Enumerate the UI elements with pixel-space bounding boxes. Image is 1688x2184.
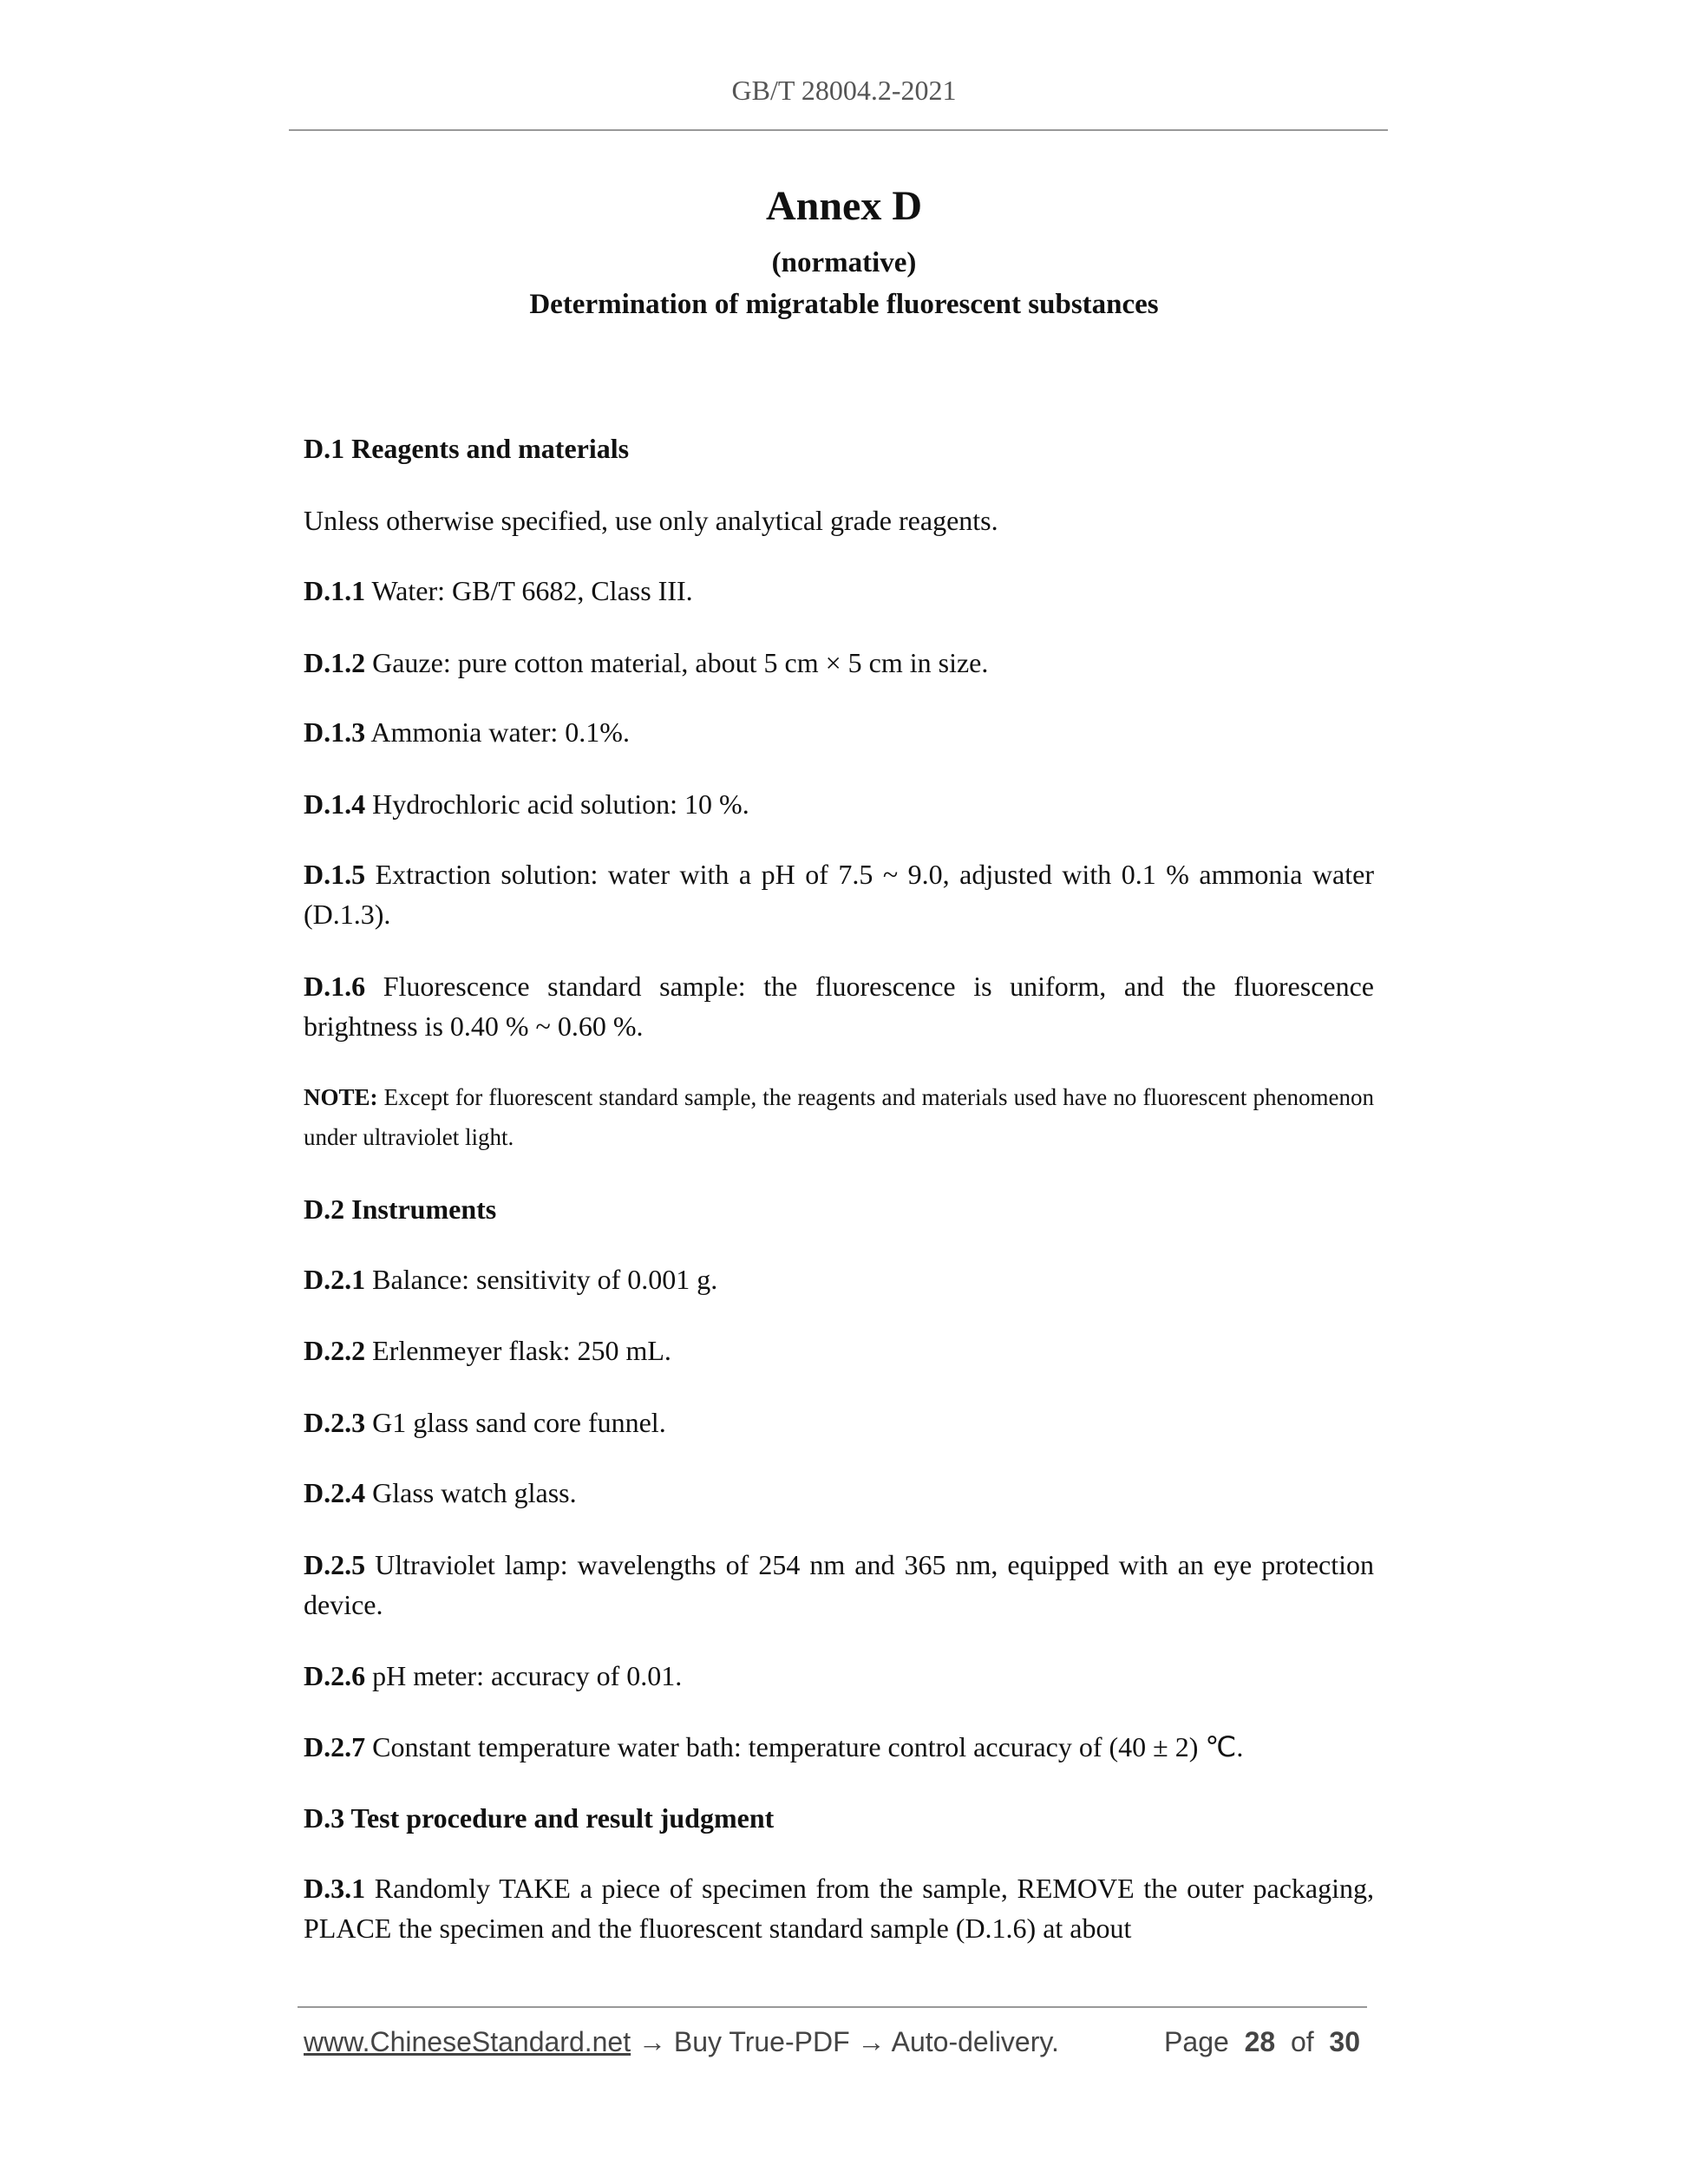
clause-paragraph <box>304 571 1374 611</box>
clause-number: D.3.1 <box>304 1873 366 1904</box>
clause-paragraph <box>304 1331 1374 1370</box>
clause-text: Erlenmeyer flask: 250 mL. <box>372 1335 671 1366</box>
clause-number: D.2.6 <box>304 1660 366 1691</box>
footer-promo <box>304 2026 1059 2058</box>
clause-paragraph <box>304 712 1374 752</box>
clause-text: Fluorescence standard sample: the fluorescence is uniform, and the fluorescence brightness is 0.40 % ~ 0.60 %. <box>304 971 1375 1042</box>
clause-paragraph <box>304 1656 1374 1696</box>
annex-subtitle: Determination of migratable fluorescent substances <box>529 289 1159 320</box>
clause-text: G1 glass sand core funnel. <box>372 1407 666 1438</box>
clause-paragraph <box>304 1727 1374 1767</box>
clause-text: Balance: sensitivity of 0.001 g. <box>372 1264 718 1295</box>
website-link[interactable]: www.ChineseStandard.net <box>304 2026 631 2057</box>
clause-number: D.1.4 <box>304 788 366 820</box>
clause-number: D.2.7 <box>304 1731 366 1762</box>
clause-paragraph <box>304 500 1374 540</box>
running-header: GB/T 28004.2-2021 <box>731 75 957 106</box>
clause-number: D.1.1 <box>304 575 366 606</box>
clause-number: D.2.5 <box>304 1549 366 1580</box>
clause-paragraph <box>304 1545 1374 1625</box>
clause-paragraph <box>304 784 1374 824</box>
annex-title: Annex D <box>765 183 923 229</box>
clause-number: D.1.2 <box>304 647 366 678</box>
clause-text: Constant temperature water bath: temperature control accuracy of (40 ± 2) ℃. <box>372 1731 1244 1762</box>
page-footer <box>304 2026 1367 2058</box>
note-paragraph <box>304 1077 1374 1157</box>
clause-number: D.1.3 <box>304 716 366 748</box>
promo-text: → Buy True-PDF → Auto-delivery. <box>631 2026 1059 2057</box>
footer-rule <box>298 2006 1367 2008</box>
section-heading: D.3 Test procedure and result judgment <box>304 1802 775 1834</box>
clause-number: D.2.4 <box>304 1477 366 1508</box>
clause-paragraph <box>304 1868 1374 1948</box>
clause-text: Randomly TAKE a piece of specimen from the sample, REMOVE the outer packaging, PLACE the specimen and the fluorescent standard sample (D.1.6) at about <box>304 1873 1375 1944</box>
clause-text: Except for fluorescent standard sample, the reagents and materials used have no fluorescent phenomenon under ultraviolet light. <box>304 1084 1374 1150</box>
clause-text: pH meter: accuracy of 0.01. <box>372 1660 683 1691</box>
clause-paragraph <box>304 1473 1374 1513</box>
page-number: Page 28 of 30 <box>1164 2026 1360 2057</box>
clause-paragraph <box>304 1259 1374 1299</box>
clause-text: Ammonia water: 0.1%. <box>370 716 630 748</box>
clause-text: Extraction solution: water with a pH of 7.5 ~ 9.0, adjusted with 0.1 % ammonia water (D.1.3). <box>304 859 1375 930</box>
clause-text: Gauze: pure cotton material, about 5 cm × 5 cm in size. <box>372 647 989 678</box>
clause-number: D.1.5 <box>304 859 366 890</box>
clause-text: Hydrochloric acid solution: 10 %. <box>372 788 749 820</box>
annex-type: (normative) <box>771 247 917 278</box>
clause-number: NOTE: <box>304 1084 378 1110</box>
section-heading: D.1 Reagents and materials <box>304 433 630 464</box>
header-rule <box>289 129 1388 131</box>
clause-paragraph <box>304 966 1374 1046</box>
clause-text: Glass watch glass. <box>372 1477 577 1508</box>
clause-number: D.2.3 <box>304 1407 366 1438</box>
clause-text: Unless otherwise specified, use only analytical grade reagents. <box>304 505 998 536</box>
clause-text: Water: GB/T 6682, Class III. <box>371 575 693 606</box>
section-heading: D.2 Instruments <box>304 1193 497 1225</box>
clause-number: D.1.6 <box>304 971 366 1002</box>
clause-paragraph <box>304 643 1374 683</box>
clause-number: D.2.1 <box>304 1264 366 1295</box>
clause-number: D.2.2 <box>304 1335 366 1366</box>
clause-text: Ultraviolet lamp: wavelengths of 254 nm and 365 nm, equipped with an eye protection device. <box>304 1549 1375 1620</box>
clause-paragraph <box>304 1403 1374 1442</box>
clause-paragraph <box>304 854 1374 934</box>
